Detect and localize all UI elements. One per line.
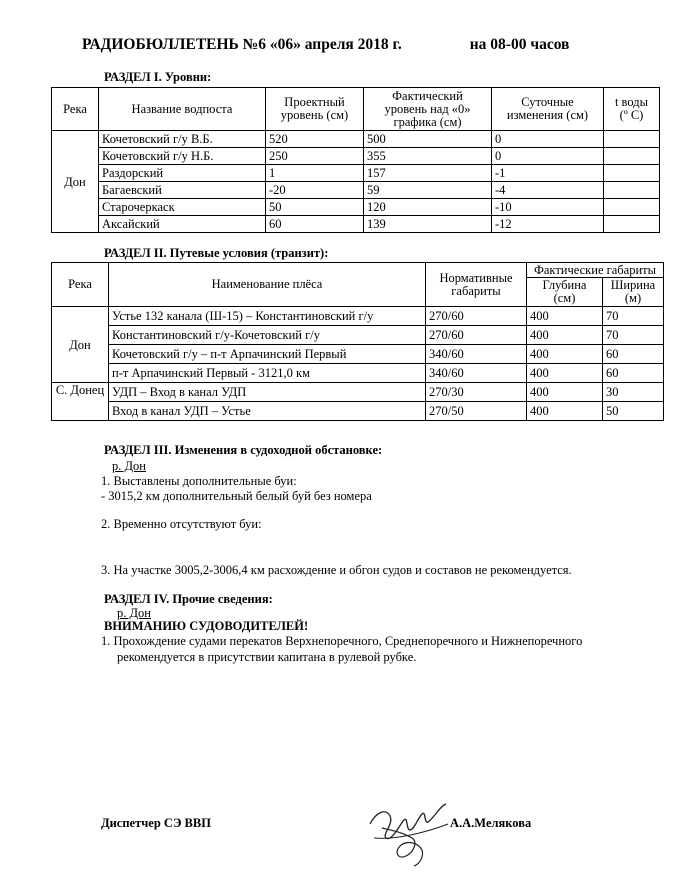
- transit-depth: 400: [527, 326, 603, 345]
- transit-width: 60: [603, 364, 664, 383]
- levels-header-river: Река: [52, 88, 99, 131]
- levels-change: -10: [492, 199, 604, 216]
- transit-norm: 270/50: [426, 402, 527, 421]
- section3-heading: РАЗДЕЛ III. Изменения в судоходной обстановке:: [104, 443, 383, 457]
- levels-temp: [604, 165, 660, 182]
- levels-design: 50: [266, 199, 364, 216]
- levels-change: -12: [492, 216, 604, 233]
- levels-change: 0: [492, 148, 604, 165]
- levels-actual: 355: [364, 148, 492, 165]
- levels-actual: 500: [364, 131, 492, 148]
- levels-temp: [604, 148, 660, 165]
- levels-temp: [604, 131, 660, 148]
- transit-stretch: Константиновский г/у-Кочетовский г/у: [109, 326, 426, 345]
- section4-heading: РАЗДЕЛ IV. Прочие сведения:: [104, 592, 273, 606]
- levels-river: Дон: [52, 131, 99, 233]
- section3-item2: 2. Временно отсутствуют буи:: [101, 517, 262, 531]
- table-row: [52, 383, 664, 402]
- section3-item1-detail: - 3015,2 км дополнительный белый буй без номера: [101, 489, 372, 503]
- table-row: [52, 148, 660, 165]
- transit-river-donets: С. Донец: [52, 383, 109, 421]
- transit-depth: 400: [527, 307, 603, 326]
- section1-heading: РАЗДЕЛ I. Уровни:: [104, 70, 212, 84]
- table-row: [52, 364, 664, 383]
- levels-design: 1: [266, 165, 364, 182]
- transit-norm: 340/60: [426, 345, 527, 364]
- bulletin-time: на 08-00 часов: [469, 36, 570, 53]
- transit-header-stretch: Наименование плёса: [109, 263, 426, 307]
- bulletin-title-main: РАДИОБЮЛЛЕТЕНЬ №6 «06» апреля 2018 г.: [82, 36, 402, 53]
- transit-width: 30: [603, 383, 664, 402]
- levels-post: Аксайский: [99, 216, 266, 233]
- table-row: [52, 402, 664, 421]
- levels-post: Старочеркаск: [99, 199, 266, 216]
- levels-header-temp: t воды (º С): [604, 88, 660, 131]
- bulletin-title: [82, 36, 569, 54]
- levels-change: -1: [492, 165, 604, 182]
- transit-width: 70: [603, 326, 664, 345]
- section3-item3: 3. На участке 3005,2-3006,4 км расхождение и обгон судов и составов не рекомендуется.: [101, 563, 572, 577]
- levels-post: Раздорский: [99, 165, 266, 182]
- levels-actual: 139: [364, 216, 492, 233]
- transit-stretch: Кочетовский г/у – п-т Арпачинский Первый: [109, 345, 426, 364]
- levels-actual: 120: [364, 199, 492, 216]
- levels-change: -4: [492, 182, 604, 199]
- transit-header-width: Ширина (м): [603, 278, 664, 307]
- levels-post: Кочетовский г/у В.Б.: [99, 131, 266, 148]
- transit-norm: 270/60: [426, 307, 527, 326]
- levels-design: 250: [266, 148, 364, 165]
- levels-table: [51, 87, 660, 233]
- levels-temp: [604, 216, 660, 233]
- transit-table: [51, 262, 664, 421]
- table-row: [52, 345, 664, 364]
- table-row: [52, 131, 660, 148]
- transit-width: 60: [603, 345, 664, 364]
- table-row: [52, 216, 660, 233]
- table-row: [52, 199, 660, 216]
- levels-change: 0: [492, 131, 604, 148]
- table-row: [52, 165, 660, 182]
- transit-river-don: Дон: [52, 307, 109, 383]
- signature-image: [352, 794, 462, 869]
- section3-river: р. Дон: [112, 459, 146, 473]
- section3-item1: 1. Выставлены дополнительные буи:: [101, 474, 297, 488]
- transit-width: 50: [603, 402, 664, 421]
- levels-design: 520: [266, 131, 364, 148]
- transit-stretch: Устье 132 канала (Ш-15) – Константиновский г/у: [109, 307, 426, 326]
- transit-header-river: Река: [52, 263, 109, 307]
- dispatcher-label: Диспетчер СЭ ВВП: [101, 816, 211, 830]
- table-row: [52, 182, 660, 199]
- transit-width: 70: [603, 307, 664, 326]
- levels-actual: 157: [364, 165, 492, 182]
- levels-header-daily: Суточные изменения (см): [492, 88, 604, 131]
- transit-depth: 400: [527, 364, 603, 383]
- transit-depth: 400: [527, 383, 603, 402]
- section4-attention: ВНИМАНИЮ СУДОВОДИТЕЛЕЙ!: [104, 619, 309, 633]
- levels-post: Кочетовский г/у Н.Б.: [99, 148, 266, 165]
- levels-design: -20: [266, 182, 364, 199]
- dispatcher-name: А.А.Мелякова: [450, 816, 532, 830]
- transit-norm: 270/60: [426, 326, 527, 345]
- transit-depth: 400: [527, 402, 603, 421]
- levels-design: 60: [266, 216, 364, 233]
- transit-stretch: УДП – Вход в канал УДП: [109, 383, 426, 402]
- table-row: [52, 326, 664, 345]
- table-row: [52, 307, 664, 326]
- levels-post: Багаевский: [99, 182, 266, 199]
- transit-header-actual: Фактические габариты: [527, 263, 664, 278]
- transit-norm: 340/60: [426, 364, 527, 383]
- transit-header-norm: Нормативные габариты: [426, 263, 527, 307]
- section4-item1-line2: рекомендуется в присутствии капитана в рулевой рубке.: [117, 650, 417, 664]
- transit-stretch: Вход в канал УДП – Устье: [109, 402, 426, 421]
- section4-item1-line1: 1. Прохождение судами перекатов Верхнепоречного, Среднепоречного и Нижнепоречного: [101, 634, 583, 648]
- transit-depth: 400: [527, 345, 603, 364]
- levels-temp: [604, 199, 660, 216]
- transit-header-depth: Глубина (см): [527, 278, 603, 307]
- levels-header-post: Название водпоста: [99, 88, 266, 131]
- levels-header-actual: Фактический уровень над «0» графика (см): [364, 88, 492, 131]
- transit-stretch: п-т Арпачинский Первый - 3121,0 км: [109, 364, 426, 383]
- levels-header-design: Проектный уровень (см): [266, 88, 364, 131]
- section2-heading: РАЗДЕЛ II. Путевые условия (транзит):: [104, 246, 329, 260]
- transit-norm: 270/30: [426, 383, 527, 402]
- levels-actual: 59: [364, 182, 492, 199]
- section4-river: р. Дон: [117, 606, 151, 620]
- levels-temp: [604, 182, 660, 199]
